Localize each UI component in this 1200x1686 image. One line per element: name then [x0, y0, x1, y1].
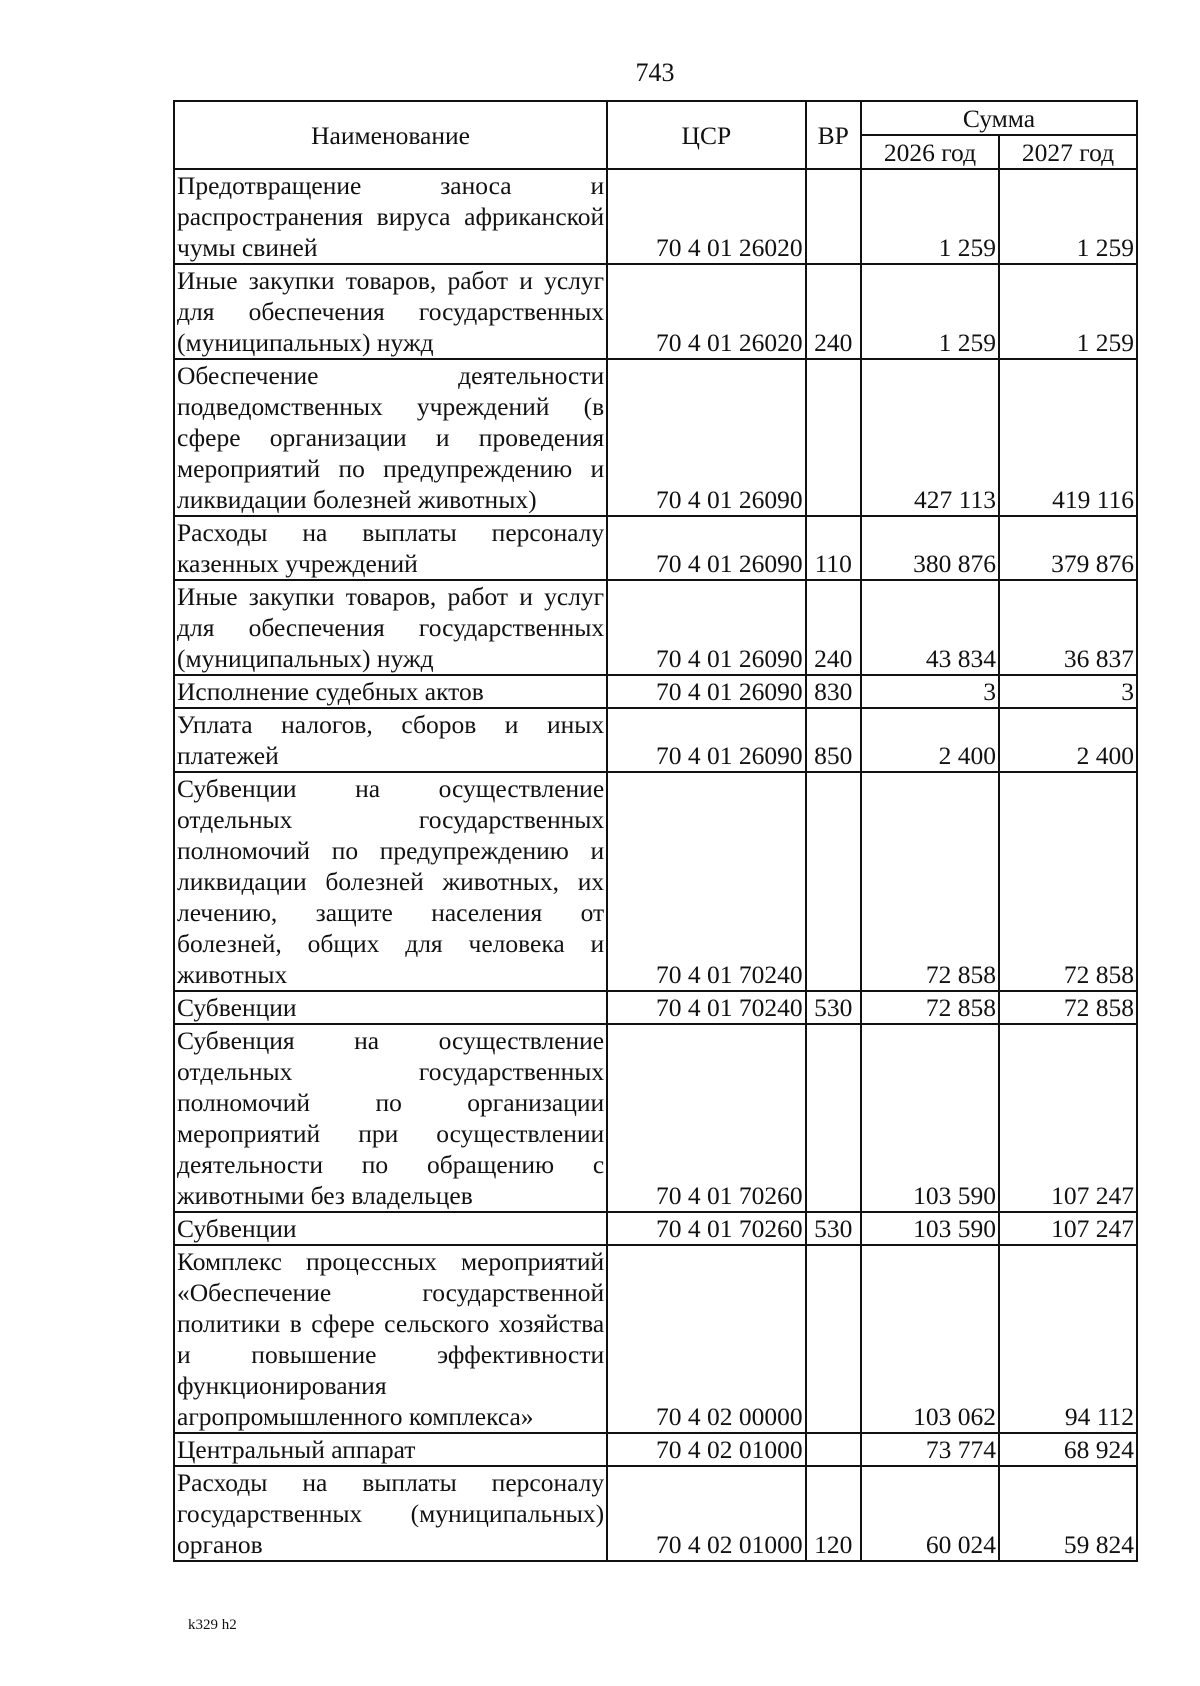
row-csr: 70 4 01 26090 — [607, 708, 805, 772]
row-vr: 240 — [806, 580, 861, 675]
table-header — [174, 101, 1137, 169]
row-csr: 70 4 01 70260 — [607, 1212, 805, 1245]
footer-code: k329 h2 — [188, 1617, 237, 1633]
row-name: Исполнение судебных актов — [174, 675, 607, 708]
row-vr — [806, 1245, 861, 1433]
row-amount-2026: 103 062 — [861, 1245, 999, 1433]
row-vr — [806, 1433, 861, 1466]
row-name: Иные закупки товаров, работ и услуг для обеспечения государственных (муниципальных) нужд — [174, 264, 607, 359]
row-name: Центральный аппарат — [174, 1433, 607, 1466]
row-amount-2026: 2 400 — [861, 708, 999, 772]
row-name: Субвенции — [174, 991, 607, 1024]
row-vr — [806, 1024, 861, 1212]
row-amount-2027: 94 112 — [999, 1245, 1137, 1433]
row-name: Комплекс процессных мероприятий «Обеспечение государственной политики в сфере сельского хозяйства и повышение эффективности функционирования агропромышленного комплекса» — [174, 1245, 607, 1433]
page-number: 743 — [635, 58, 675, 87]
row-vr — [806, 359, 861, 516]
row-csr: 70 4 01 26090 — [607, 516, 805, 580]
row-vr: 830 — [806, 675, 861, 708]
table-row — [174, 991, 1137, 1024]
row-amount-2026: 1 259 — [861, 264, 999, 359]
table-body — [174, 169, 1137, 1561]
row-csr: 70 4 01 70240 — [607, 991, 805, 1024]
row-amount-2026: 72 858 — [861, 991, 999, 1024]
row-amount-2026: 60 024 — [861, 1466, 999, 1561]
row-amount-2026: 43 834 — [861, 580, 999, 675]
row-amount-2026: 3 — [861, 675, 999, 708]
row-name: Расходы на выплаты персоналу казенных учреждений — [174, 516, 607, 580]
row-amount-2026: 103 590 — [861, 1024, 999, 1212]
row-vr: 850 — [806, 708, 861, 772]
row-name: Субвенция на осуществление отдельных государственных полномочий по организации мероприятий при осуществлении деятельности по обращению с животными без владельцев — [174, 1024, 607, 1212]
row-amount-2027: 3 — [999, 675, 1137, 708]
row-name: Расходы на выплаты персоналу государственных (муниципальных) органов — [174, 1466, 607, 1561]
row-amount-2027: 2 400 — [999, 708, 1137, 772]
row-amount-2026: 103 590 — [861, 1212, 999, 1245]
row-vr: 120 — [806, 1466, 861, 1561]
row-amount-2027: 107 247 — [999, 1024, 1137, 1212]
row-name: Обеспечение деятельности подведомственных учреждений (в сфере организации и проведения мероприятий по предупреждению и ликвидации болезней животных) — [174, 359, 607, 516]
row-csr: 70 4 01 26020 — [607, 169, 805, 264]
row-amount-2026: 427 113 — [861, 359, 999, 516]
row-vr: 110 — [806, 516, 861, 580]
table-row — [174, 580, 1137, 675]
row-name: Иные закупки товаров, работ и услуг для обеспечения государственных (муниципальных) нужд — [174, 580, 607, 675]
row-vr — [806, 772, 861, 991]
row-csr: 70 4 02 00000 — [607, 1245, 805, 1433]
table-row — [174, 675, 1137, 708]
header-vr: ВР — [806, 101, 861, 169]
row-name: Субвенции на осуществление отдельных государственных полномочий по предупреждению и ликвидации болезней животных, их лечению, защите населения от болезней, общих для человека и животных — [174, 772, 607, 991]
header-name: Наименование — [174, 101, 607, 169]
row-amount-2026: 380 876 — [861, 516, 999, 580]
row-amount-2026: 73 774 — [861, 1433, 999, 1466]
row-amount-2026: 72 858 — [861, 772, 999, 991]
header-csr: ЦСР — [607, 101, 805, 169]
table-row — [174, 1024, 1137, 1212]
row-name: Предотвращение заноса и распространения вируса африканской чумы свиней — [174, 169, 607, 264]
row-amount-2027: 72 858 — [999, 772, 1137, 991]
table-row — [174, 1466, 1137, 1561]
table-row — [174, 169, 1137, 264]
budget-table — [173, 100, 1138, 1562]
table-row — [174, 516, 1137, 580]
row-amount-2027: 107 247 — [999, 1212, 1137, 1245]
row-vr: 240 — [806, 264, 861, 359]
row-amount-2027: 1 259 — [999, 169, 1137, 264]
table-row — [174, 1245, 1137, 1433]
row-csr: 70 4 01 26090 — [607, 580, 805, 675]
row-name: Уплата налогов, сборов и иных платежей — [174, 708, 607, 772]
row-vr: 530 — [806, 1212, 861, 1245]
row-csr: 70 4 01 26090 — [607, 675, 805, 708]
row-vr: 530 — [806, 991, 861, 1024]
table-row — [174, 772, 1137, 991]
row-csr: 70 4 01 26090 — [607, 359, 805, 516]
row-amount-2026: 1 259 — [861, 169, 999, 264]
header-sum: Сумма — [861, 101, 1137, 135]
header-year-2027: 2027 год — [999, 135, 1137, 169]
row-csr: 70 4 01 70240 — [607, 772, 805, 991]
row-amount-2027: 1 259 — [999, 264, 1137, 359]
table-row — [174, 1433, 1137, 1466]
row-name: Субвенции — [174, 1212, 607, 1245]
row-amount-2027: 379 876 — [999, 516, 1137, 580]
table-row — [174, 708, 1137, 772]
row-csr: 70 4 01 70260 — [607, 1024, 805, 1212]
row-amount-2027: 419 116 — [999, 359, 1137, 516]
table-row — [174, 1212, 1137, 1245]
row-amount-2027: 36 837 — [999, 580, 1137, 675]
row-vr — [806, 169, 861, 264]
row-csr: 70 4 01 26020 — [607, 264, 805, 359]
table-row — [174, 264, 1137, 359]
row-amount-2027: 72 858 — [999, 991, 1137, 1024]
row-amount-2027: 68 924 — [999, 1433, 1137, 1466]
table-row — [174, 359, 1137, 516]
header-year-2026: 2026 год — [861, 135, 999, 169]
row-csr: 70 4 02 01000 — [607, 1466, 805, 1561]
row-amount-2027: 59 824 — [999, 1466, 1137, 1561]
row-csr: 70 4 02 01000 — [607, 1433, 805, 1466]
